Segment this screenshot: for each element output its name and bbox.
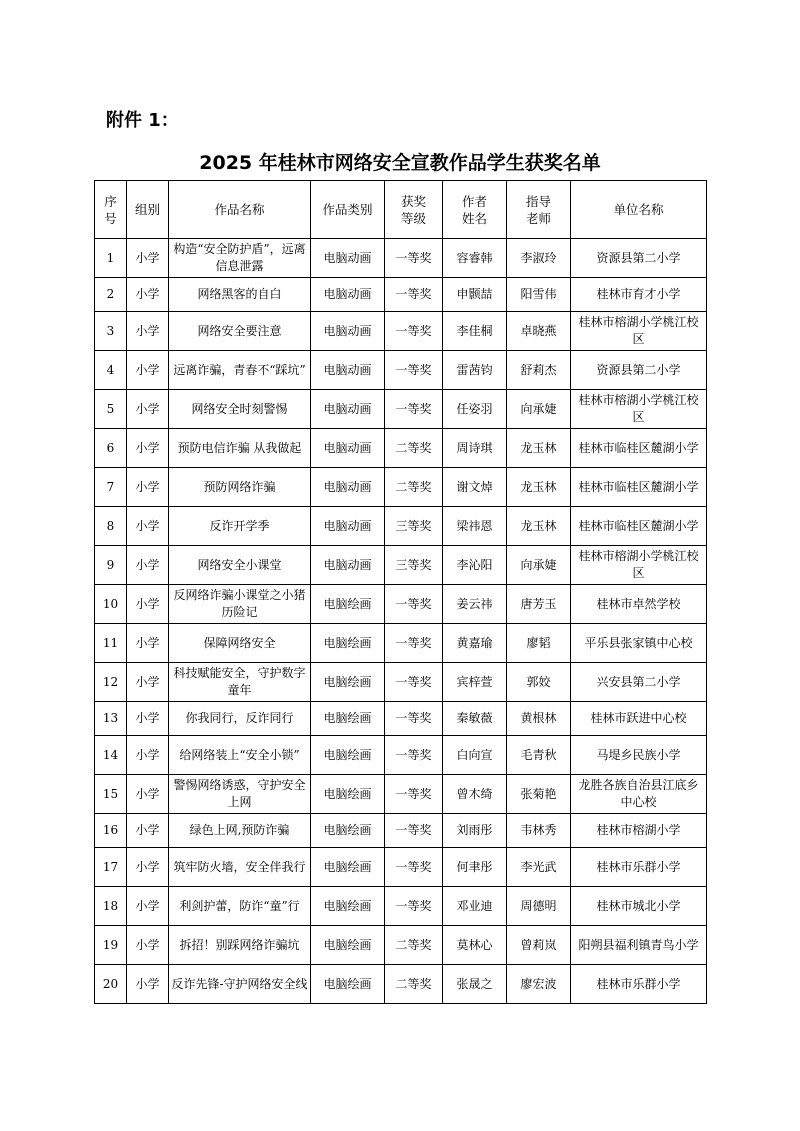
cell-no: 19 — [95, 926, 127, 965]
cell-group: 小学 — [127, 926, 169, 965]
cell-award: 二等奖 — [385, 429, 443, 468]
cell-group: 小学 — [127, 736, 169, 775]
cell-group: 小学 — [127, 546, 169, 585]
cell-unit: 马堤乡民族小学 — [571, 736, 707, 775]
table-row — [95, 312, 707, 351]
cell-author: 周诗琪 — [443, 429, 507, 468]
cell-category: 电脑绘画 — [311, 965, 385, 1004]
cell-no: 11 — [95, 624, 127, 663]
cell-author: 宾梓萱 — [443, 663, 507, 702]
cell-unit: 资源县第二小学 — [571, 239, 707, 278]
cell-work: 反诈先锋-守护网络安全线 — [169, 965, 311, 1004]
cell-author: 容睿韩 — [443, 239, 507, 278]
table-row — [95, 702, 707, 736]
cell-category: 电脑动画 — [311, 278, 385, 312]
cell-unit: 平乐县张家镇中心校 — [571, 624, 707, 663]
cell-category: 电脑绘画 — [311, 663, 385, 702]
cell-category: 电脑绘画 — [311, 775, 385, 814]
cell-work: 保障网络安全 — [169, 624, 311, 663]
cell-unit: 桂林市榕湖小学 — [571, 814, 707, 848]
cell-award: 一等奖 — [385, 814, 443, 848]
cell-no: 4 — [95, 351, 127, 390]
cell-category: 电脑动画 — [311, 468, 385, 507]
table-row — [95, 239, 707, 278]
cell-teacher: 曾莉岚 — [507, 926, 571, 965]
cell-teacher: 张菊艳 — [507, 775, 571, 814]
cell-teacher: 韦林秀 — [507, 814, 571, 848]
table-row — [95, 926, 707, 965]
cell-teacher: 毛青秋 — [507, 736, 571, 775]
cell-unit: 桂林市榕湖小学桃江校区 — [571, 312, 707, 351]
cell-work: 网络安全要注意 — [169, 312, 311, 351]
cell-no: 20 — [95, 965, 127, 1004]
cell-category: 电脑动画 — [311, 312, 385, 351]
cell-category: 电脑绘画 — [311, 848, 385, 887]
table-row — [95, 814, 707, 848]
cell-teacher: 周德明 — [507, 887, 571, 926]
header-author: 作者 姓名 — [443, 181, 507, 239]
table-row — [95, 546, 707, 585]
cell-category: 电脑动画 — [311, 390, 385, 429]
cell-award: 一等奖 — [385, 390, 443, 429]
cell-unit: 桂林市跃进中心校 — [571, 702, 707, 736]
cell-teacher: 向承婕 — [507, 390, 571, 429]
cell-author: 任姿羽 — [443, 390, 507, 429]
cell-no: 14 — [95, 736, 127, 775]
cell-work: 远离诈骗，青春不“踩坑” — [169, 351, 311, 390]
cell-author: 秦敏薇 — [443, 702, 507, 736]
cell-no: 13 — [95, 702, 127, 736]
cell-unit: 桂林市育才小学 — [571, 278, 707, 312]
cell-unit: 桂林市临桂区麓湖小学 — [571, 429, 707, 468]
cell-award: 一等奖 — [385, 239, 443, 278]
cell-author: 申颢喆 — [443, 278, 507, 312]
cell-author: 何聿彤 — [443, 848, 507, 887]
cell-author: 黄嘉瑜 — [443, 624, 507, 663]
cell-work: 警惕网络诱惑，守护安全上网 — [169, 775, 311, 814]
cell-no: 3 — [95, 312, 127, 351]
cell-category: 电脑绘画 — [311, 624, 385, 663]
cell-work: 你我同行，反诈同行 — [169, 702, 311, 736]
cell-work: 利剑护蕾，防诈“童”行 — [169, 887, 311, 926]
cell-category: 电脑绘画 — [311, 814, 385, 848]
cell-award: 一等奖 — [385, 278, 443, 312]
cell-award: 一等奖 — [385, 848, 443, 887]
cell-work: 预防电信诈骗 从我做起 — [169, 429, 311, 468]
header-group: 组别 — [127, 181, 169, 239]
cell-group: 小学 — [127, 239, 169, 278]
cell-group: 小学 — [127, 663, 169, 702]
cell-group: 小学 — [127, 775, 169, 814]
award-table — [94, 180, 707, 1004]
cell-group: 小学 — [127, 468, 169, 507]
header-award: 获奖 等级 — [385, 181, 443, 239]
cell-teacher: 李光武 — [507, 848, 571, 887]
cell-unit: 阳朔县福利镇青鸟小学 — [571, 926, 707, 965]
cell-teacher: 龙玉林 — [507, 429, 571, 468]
cell-award: 一等奖 — [385, 312, 443, 351]
cell-work: 拆招！别踩网络诈骗坑 — [169, 926, 311, 965]
table-row — [95, 507, 707, 546]
cell-award: 二等奖 — [385, 926, 443, 965]
table-row — [95, 468, 707, 507]
cell-author: 谢文焯 — [443, 468, 507, 507]
cell-teacher: 龙玉林 — [507, 468, 571, 507]
cell-teacher: 向承婕 — [507, 546, 571, 585]
cell-author: 姜云祎 — [443, 585, 507, 624]
cell-unit: 桂林市卓然学校 — [571, 585, 707, 624]
table-row — [95, 775, 707, 814]
cell-work: 反网络诈骗小课堂之小猪历险记 — [169, 585, 311, 624]
cell-award: 二等奖 — [385, 965, 443, 1004]
cell-award: 二等奖 — [385, 468, 443, 507]
cell-award: 一等奖 — [385, 351, 443, 390]
cell-group: 小学 — [127, 278, 169, 312]
cell-work: 绿色上网,预防诈骗 — [169, 814, 311, 848]
cell-work: 预防网络诈骗 — [169, 468, 311, 507]
cell-teacher: 阳雪伟 — [507, 278, 571, 312]
cell-no: 1 — [95, 239, 127, 278]
cell-work: 网络黑客的自白 — [169, 278, 311, 312]
cell-category: 电脑绘画 — [311, 736, 385, 775]
cell-category: 电脑绘画 — [311, 887, 385, 926]
cell-award: 一等奖 — [385, 663, 443, 702]
header-unit: 单位名称 — [571, 181, 707, 239]
cell-author: 曾木绮 — [443, 775, 507, 814]
table-row — [95, 965, 707, 1004]
table-row — [95, 887, 707, 926]
cell-award: 一等奖 — [385, 736, 443, 775]
cell-no: 5 — [95, 390, 127, 429]
cell-no: 17 — [95, 848, 127, 887]
cell-unit: 桂林市榕湖小学桃江校区 — [571, 546, 707, 585]
cell-category: 电脑动画 — [311, 239, 385, 278]
cell-category: 电脑动画 — [311, 546, 385, 585]
cell-group: 小学 — [127, 429, 169, 468]
table-header-row — [95, 181, 707, 239]
cell-category: 电脑动画 — [311, 429, 385, 468]
cell-unit: 龙胜各族自治县江底乡中心校 — [571, 775, 707, 814]
cell-award: 三等奖 — [385, 546, 443, 585]
cell-teacher: 郭姣 — [507, 663, 571, 702]
table-row — [95, 736, 707, 775]
table-row — [95, 429, 707, 468]
cell-unit: 桂林市临桂区麓湖小学 — [571, 507, 707, 546]
cell-work: 构造“安全防护盾”，远离信息泄露 — [169, 239, 311, 278]
cell-unit: 桂林市临桂区麓湖小学 — [571, 468, 707, 507]
cell-work: 筑牢防火墙，安全伴我行 — [169, 848, 311, 887]
cell-no: 6 — [95, 429, 127, 468]
cell-author: 李佳桐 — [443, 312, 507, 351]
cell-author: 张晟之 — [443, 965, 507, 1004]
cell-category: 电脑动画 — [311, 351, 385, 390]
cell-group: 小学 — [127, 624, 169, 663]
cell-author: 莫林心 — [443, 926, 507, 965]
cell-no: 18 — [95, 887, 127, 926]
cell-no: 8 — [95, 507, 127, 546]
cell-group: 小学 — [127, 351, 169, 390]
cell-work: 网络安全时刻警惕 — [169, 390, 311, 429]
cell-award: 一等奖 — [385, 775, 443, 814]
cell-teacher: 李淑玲 — [507, 239, 571, 278]
cell-unit: 资源县第二小学 — [571, 351, 707, 390]
table-row — [95, 585, 707, 624]
table-row — [95, 278, 707, 312]
cell-teacher: 唐芳玉 — [507, 585, 571, 624]
cell-author: 雷茜钧 — [443, 351, 507, 390]
cell-teacher: 舒莉杰 — [507, 351, 571, 390]
cell-group: 小学 — [127, 507, 169, 546]
table-row — [95, 390, 707, 429]
cell-category: 电脑绘画 — [311, 926, 385, 965]
cell-group: 小学 — [127, 585, 169, 624]
cell-no: 7 — [95, 468, 127, 507]
cell-unit: 桂林市乐群小学 — [571, 848, 707, 887]
document-title: 2025 年桂林市网络安全宣教作品学生获奖名单 — [199, 152, 601, 174]
cell-no: 2 — [95, 278, 127, 312]
table-row — [95, 848, 707, 887]
cell-no: 12 — [95, 663, 127, 702]
cell-unit: 桂林市乐群小学 — [571, 965, 707, 1004]
cell-category: 电脑绘画 — [311, 585, 385, 624]
table-row — [95, 663, 707, 702]
cell-unit: 桂林市榕湖小学桃江校区 — [571, 390, 707, 429]
cell-award: 一等奖 — [385, 585, 443, 624]
cell-no: 16 — [95, 814, 127, 848]
cell-author: 白向宣 — [443, 736, 507, 775]
cell-teacher: 龙玉林 — [507, 507, 571, 546]
cell-no: 15 — [95, 775, 127, 814]
cell-no: 9 — [95, 546, 127, 585]
cell-author: 刘雨彤 — [443, 814, 507, 848]
cell-group: 小学 — [127, 887, 169, 926]
header-no-line2: 号 — [104, 210, 117, 226]
cell-group: 小学 — [127, 848, 169, 887]
cell-award: 一等奖 — [385, 702, 443, 736]
header-no-line1: 序 — [104, 193, 117, 209]
cell-group: 小学 — [127, 312, 169, 351]
cell-group: 小学 — [127, 814, 169, 848]
header-teacher: 指导 老师 — [507, 181, 571, 239]
attachment-label: 附件 1： — [106, 110, 179, 131]
cell-author: 梁祎恩 — [443, 507, 507, 546]
header-work: 作品名称 — [169, 181, 311, 239]
cell-award: 一等奖 — [385, 624, 443, 663]
cell-work: 反诈开学季 — [169, 507, 311, 546]
cell-award: 三等奖 — [385, 507, 443, 546]
table-row — [95, 351, 707, 390]
table-row — [95, 624, 707, 663]
header-no — [95, 181, 127, 239]
cell-no: 10 — [95, 585, 127, 624]
cell-work: 给网络装上“安全小锁” — [169, 736, 311, 775]
cell-author: 邓业迪 — [443, 887, 507, 926]
header-category: 作品类别 — [311, 181, 385, 239]
cell-work: 网络安全小课堂 — [169, 546, 311, 585]
cell-award: 一等奖 — [385, 887, 443, 926]
cell-group: 小学 — [127, 390, 169, 429]
cell-group: 小学 — [127, 965, 169, 1004]
cell-category: 电脑绘画 — [311, 702, 385, 736]
cell-author: 李沁阳 — [443, 546, 507, 585]
cell-work: 科技赋能安全，守护数字童年 — [169, 663, 311, 702]
cell-unit: 兴安县第二小学 — [571, 663, 707, 702]
cell-category: 电脑动画 — [311, 507, 385, 546]
cell-teacher: 黄根林 — [507, 702, 571, 736]
cell-teacher: 卓晓燕 — [507, 312, 571, 351]
cell-unit: 桂林市城北小学 — [571, 887, 707, 926]
cell-teacher: 廖宏波 — [507, 965, 571, 1004]
cell-group: 小学 — [127, 702, 169, 736]
cell-teacher: 廖韬 — [507, 624, 571, 663]
